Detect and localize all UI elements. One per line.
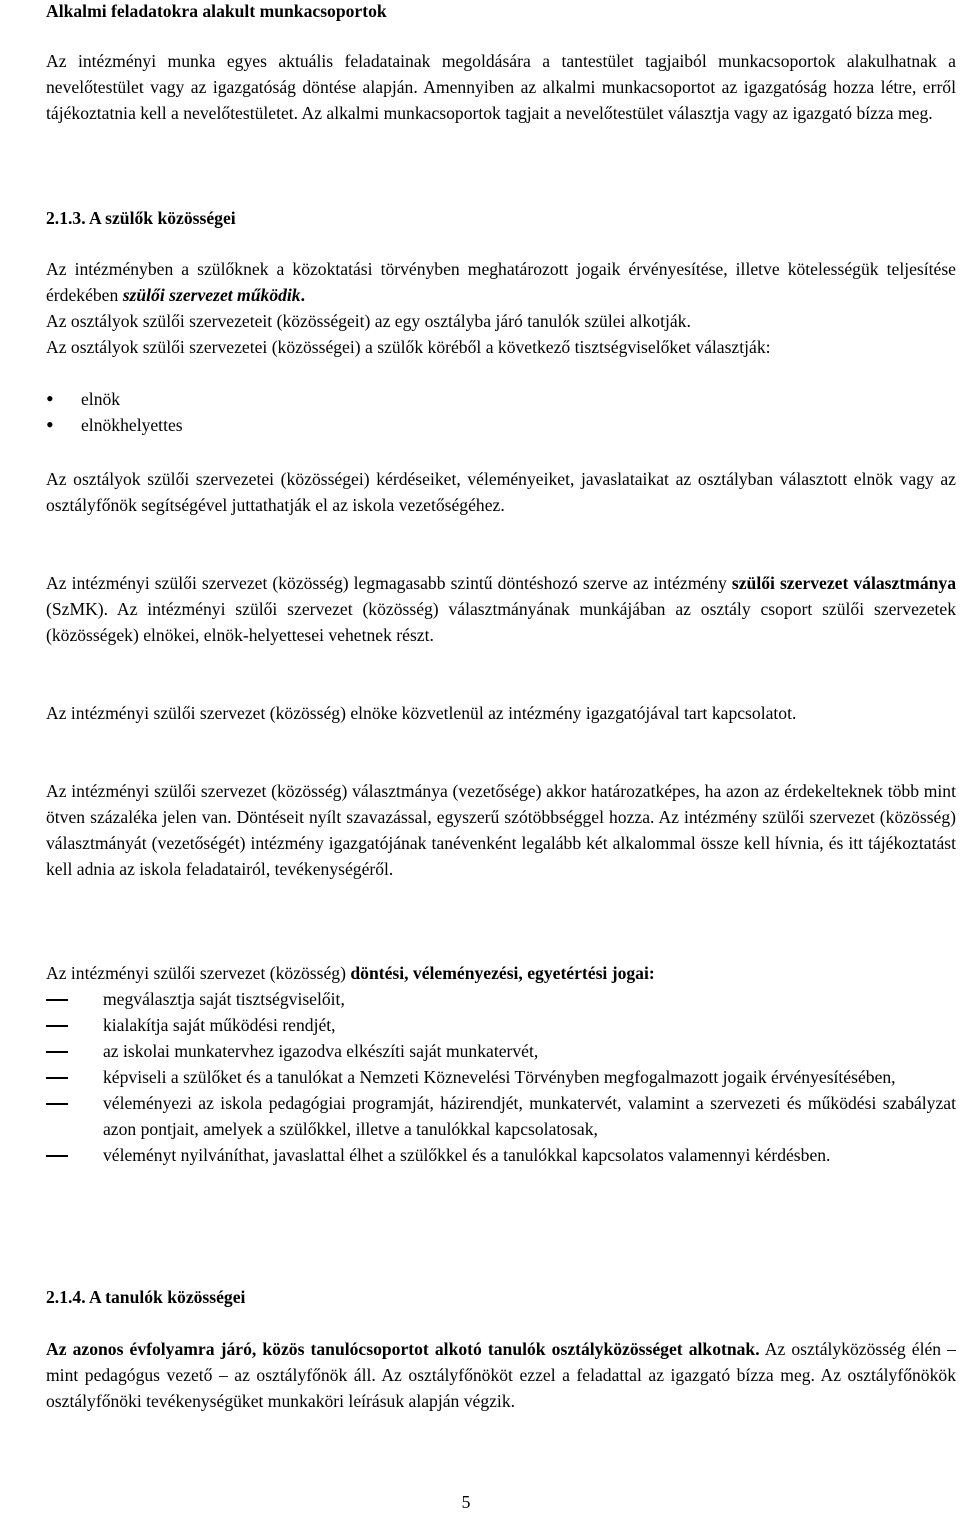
p6-start: Az intézményi szülői szervezet (közösség) legmagasabb szintű döntéshozó szerve az intézmény — [46, 573, 732, 593]
page-number: 5 — [461, 1492, 471, 1512]
paragraph-tisztsegviselok: Az osztályok szülői szervezetei (közösségei) a szülők köréből a következő tisztségviselőket választják: — [46, 337, 771, 357]
paragraph-alkalmi-munkacsoportok: Az intézményi munka egyes aktuális feladatainak megoldására a tantestület tagjaiból munkacsoportok alakulhatnak a nevelőtestület vagy az igazgatóság döntése alapján. Amennyiben az alkalmi munkacsoportot az igazgatóság hozza létre, erről tájékoztatnia kell a nevelőtestületet. Az alkalmi munkacsoportok tagjait a nevelőtestület választja vagy az igazgató bízza meg. — [46, 51, 956, 123]
paragraph-kerdesek: Az osztályok szülői szervezetei (közösségei) kérdéseiket, véleményeiket, javaslataikat az osztályban választott elnök vagy az osztályfőnök segítségével juttathatják el az iskola vezetőségéhez. — [46, 469, 956, 515]
list-item: véleményezi az iskola pedagógiai programját, házirendjét, munkatervét, valamint a szervezeti és működési szabályzat azon pontjait, amelyek a szülőkkel, illetve a tanulókkal kapcsolatosak, — [46, 1090, 956, 1142]
paragraph-osztaly-szuloi: Az osztályok szülői szervezeteit (közösségeit) az egy osztályba járó tanulók szülei alkotják. — [46, 311, 691, 331]
paragraph-elnok-kapcsolat: Az intézményi szülői szervezet (közösség) elnöke közvetlenül az intézmény igazgatójával tart kapcsolatot. — [46, 703, 797, 723]
paragraph-osztalykozosseg — [46, 1336, 956, 1414]
list-item: • elnök — [46, 386, 956, 412]
list-item: az iskolai munkatervhez igazodva elkészíti saját munkatervét, — [46, 1038, 956, 1064]
p9-start: Az intézményi szülői szervezet (közösség) — [46, 963, 351, 983]
officer-list — [46, 386, 956, 438]
list-item: képviseli a szülőket és a tanulókat a Nemzeti Köznevelési Törvényben megfogalmazott jogaik érvényesítésében, — [46, 1064, 956, 1090]
p6-bold: szülői szervezet választmánya — [731, 573, 956, 593]
p2-start: Az intézményben a szülőknek a közoktatási törvényben meghatározott jogaik érvényesítése, illetve kötelességük teljesítése érdekében — [46, 259, 956, 305]
paragraph-szmk — [46, 570, 956, 648]
list-item: kialakítja saját működési rendjét, — [46, 1012, 956, 1038]
paragraph-hatarozatkepes: Az intézményi szülői szervezet (közösség) választmánya (vezetősége) akkor határozatképes, ha azon az érdekelteknek több mint ötven százaléka jelen van. Döntéseit nyílt szavazással, egyszerű szótöbbséggel hozza. Az intézmény szülői szervezet (közösség) választmányát (vezetőségét) intézmény igazgatójának tanévenként legalább két alkalommal össze kell hívnia, és itt tájékoztatást kell adnia az iskola feladatairól, tevékenységéről. — [46, 781, 956, 879]
paragraph-jogai-heading — [46, 960, 956, 986]
rights-list — [46, 986, 956, 1168]
p2-end: . — [300, 285, 305, 305]
paragraph-szuloi-szervezet — [46, 256, 956, 308]
p2-emphasis: szülői szervezet működik — [122, 285, 301, 305]
p10-rest: Az osztályközösség élén – mint pedagógus vezető – az osztályfőnök áll. Az osztályfőnököt ezzel a feladattal az igazgató bízza meg. Az osztályfőnökök osztályfőnöki tevékenységüket munkaköri leírásuk alapján végzik. — [46, 1339, 956, 1411]
section-heading-alkalmi: Alkalmi feladatokra alakult munkacsoportok — [46, 1, 387, 21]
list-item: véleményt nyilváníthat, javaslattal élhet a szülőkkel és a tanulókkal kapcsolatos valamennyi kérdésben. — [46, 1142, 956, 1168]
p9-bold: döntési, véleményezési, egyetértési jogai: — [350, 963, 655, 983]
list-item: megválasztja saját tisztségviselőit, — [46, 986, 956, 1012]
p6-end: (SzMK). Az intézményi szülői szervezet (közösség) választmányának munkájában az osztály csoport szülői szervezetek (közösségek) elnökei, elnök-helyettesei vehetnek részt. — [46, 599, 956, 645]
heading-2-1-4: 2.1.4. A tanulók közösségei — [46, 1287, 246, 1307]
p10-bold: Az azonos évfolyamra járó, közös tanulócsoportot alkotó tanulók osztályközösséget alkotnak. — [46, 1339, 760, 1359]
heading-2-1-3: 2.1.3. A szülők közösségei — [46, 208, 236, 228]
list-item: • elnökhelyettes — [46, 412, 956, 438]
